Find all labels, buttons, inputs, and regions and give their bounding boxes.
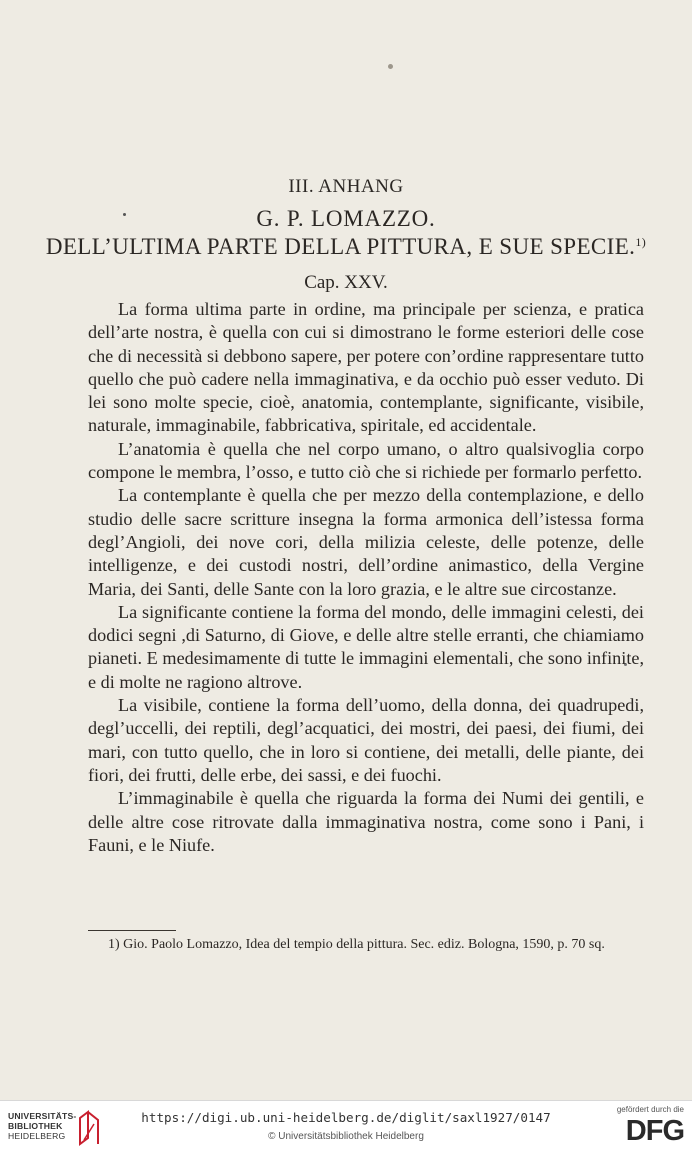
logo-line: HEIDELBERG <box>8 1131 66 1141</box>
paragraph: La significante contiene la forma del mondo, delle immagini celesti, dei dodici segni ,di Saturno, di Giove, e delle altre stelle erranti, che chiamiamo pianeti. E medesimamente di tutte le immagini elementali, che sono infinite, e di molte ne ragiono altrove. <box>88 601 644 692</box>
chapter-title <box>0 234 692 260</box>
footnote: 1) Gio. Paolo Lomazzo, Idea del tempio della pittura. Sec. ediz. Bologna, 1590, p. 70 sq. <box>108 937 605 952</box>
permalink-url[interactable]: https://digi.ub.uni-heidelberg.de/diglit/saxl1927/0147 <box>141 1110 551 1125</box>
viewer-footer <box>0 1100 692 1153</box>
chapter-number: Cap. XXV. <box>304 272 388 293</box>
author-heading: G. P. LOMAZZO. <box>256 206 436 231</box>
paper-speck <box>388 64 393 69</box>
paragraph: L’immaginabile è quella che riguarda la forma dei Numi dei gentili, e delle altre cose ritrovate dalla immaginativa nostra, come sono i Pani, i Fauni, e le Niufe. <box>88 788 644 855</box>
section-heading: III. ANHANG <box>288 176 404 197</box>
footnote-ref: 1) <box>635 235 647 249</box>
dfg-wordmark: DFG <box>625 1115 684 1147</box>
funding-note: gefördert durch die <box>616 1105 684 1114</box>
dfg-logo[interactable] <box>604 1105 684 1149</box>
body-text <box>88 298 644 857</box>
paragraph: La visibile, contiene la forma dell’uomo, della donna, dei quadrupedi, degl’uccelli, dei reptili, degl’acquatici, dei mostri, dei paesi, dei fiumi, dei mari, con tutto quello, che in loro si contiene, dei metalli, delle piante, dei fiori, dei frutti, delle erbe, dei sassi, e dei fuochi. <box>88 695 644 785</box>
footnote-divider <box>88 930 176 931</box>
logo-line: BIBLIOTHEK <box>8 1121 63 1131</box>
paragraph: La forma ultima parte in ordine, ma principale per scienza, e pratica dell’arte nostra, è quella con cui si dimostrano le forme esteriori delle cose che di necessità si debbono sapere, per potere con’ordine rappresentare tutto quello che può cadere nella immaginativa, e da occhio può esser veduto. Di lei sono molte specie, cioè, anatomia, contemplante, significante, visibile, naturale, immaginabile, fabbricativa, spiritale, ed accidentale. <box>88 299 644 436</box>
copyright-notice: © Universitätsbibliothek Heidelberg <box>268 1131 424 1142</box>
paragraph: La contemplante è quella che per mezzo della contemplazione, e dello studio delle sacre scritture insegna la forma armonica dell’istessa forma degl’Angioli, dei nove cori, della milizia celeste, delle potenze, delle intelligenze, e dei custodi nostri, dell’ordine animastico, della Vergine Maria, dei Santi, delle Sante con la loro grazia, e le altre sue circostanze. <box>88 485 644 599</box>
logo-line: UNIVERSITÄTS- <box>8 1111 77 1121</box>
chapter-title-text: DELL’ULTIMA PARTE DELLA PITTURA, E SUE SPECIE. <box>45 234 636 259</box>
paragraph: L’anatomia è quella che nel corpo umano, o altro qualsivoglia corpo compone le membra, l’osso, e tutto ciò che si richiede per formarlo perfetto. <box>88 438 644 483</box>
